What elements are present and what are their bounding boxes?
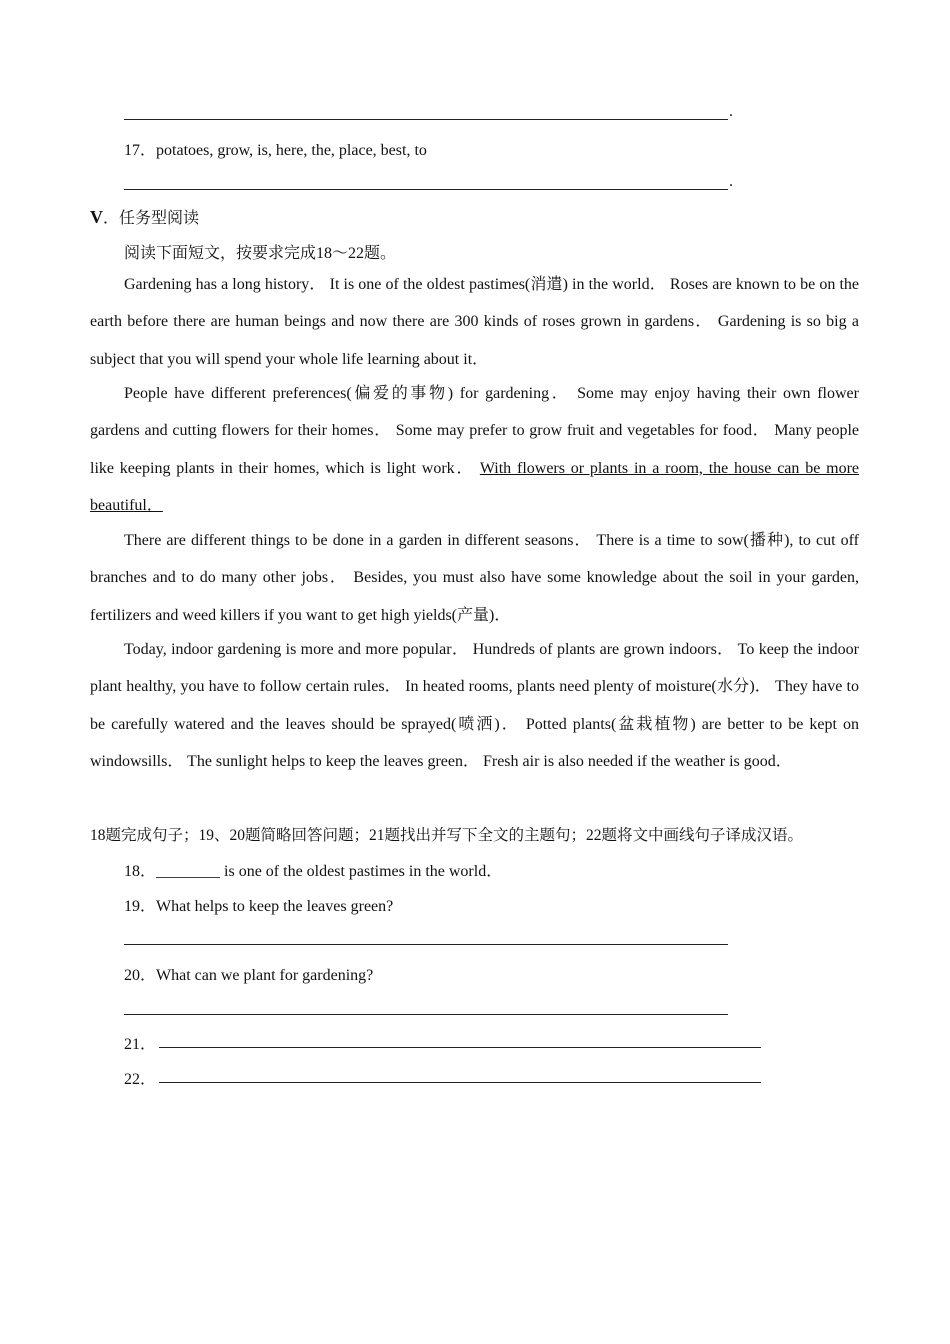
answer-line-16[interactable] [124,119,728,120]
passage-paragraph-2-text: People have different preferences(偏爱的事物) for gardening． Some may enjoy having their own flower gardens and cutting flowers for their homes． Some may prefer to grow fruit and vegetables for food． Many people like keeping plants in their homes, which is light work． [90,385,859,477]
answer-line-17[interactable] [124,189,728,190]
question-17-words: potatoes, grow, is, here, the, place, best, to [156,142,427,159]
question-19-number: 19． [124,898,157,915]
question-18-text: ________ is one of the oldest pastimes in the world． [156,863,503,880]
question-19 [124,893,393,916]
answer-line-21[interactable] [159,1047,761,1048]
section-roman-numeral: V [90,207,103,227]
question-22-number: 22． [124,1071,157,1088]
question-20-text: What can we plant for gardening? [156,967,374,984]
question-18 [124,858,502,881]
section-heading [90,205,199,228]
question-18-number: 18． [124,863,157,880]
question-20-number: 20． [124,967,157,984]
answer-line-16-end: . [729,103,733,120]
underlined-sentence: With flowers or plants in a room, the house can be more beautiful． [90,459,859,515]
passage-paragraph-3: There are different things to be done in a garden in different seasons． There is a time to sow(播种), to cut off branches and to do many other jobs． Besides, you must also have some knowledge about the soil in your garden, fertilizers and weed killers if you want to get high yields(产量)． [90,532,859,624]
section-title: ．任务型阅读 [103,210,200,227]
answer-line-22[interactable] [159,1082,761,1083]
answer-line-20[interactable] [124,1014,728,1015]
question-19-text: What helps to keep the leaves green? [156,898,394,915]
passage-paragraph-2 [90,375,859,525]
answer-line-17-end: . [729,173,733,190]
question-21-number: 21． [124,1036,157,1053]
task-instruction: 18题完成句子；19、20题简略回答问题；21题找出并写下全文的主题句；22题将文中画线句子译成汉语。 [90,827,804,844]
answer-line-19[interactable] [124,944,728,945]
passage-paragraph-4: Today, indoor gardening is more and more popular． Hundreds of plants are grown indoors． To keep the indoor plant healthy, you have to follow certain rules． In heated rooms, plants need plenty of moisture(水分)． They have to be carefully watered and the leaves should be sprayed(喷洒)． Potted plants(盆栽植物) are better to be kept on windowsills． The sunlight helps to keep the leaves green． Fresh air is also needed if the weather is good． [90,641,859,771]
question-20 [124,962,373,985]
passage-paragraph-1: Gardening has a long history． It is one of the oldest pastimes(消遣) in the world． Roses are known to be on the earth before there are human beings and now there are 300 kinds of roses grown in gardens． Gardening is so big a subject that you will spend your whole life learning about it． [90,276,859,368]
question-17 [124,137,427,160]
question-17-number: 17． [124,142,157,159]
reading-instruction: 阅读下面短文，按要求完成18～22题。 [124,245,397,262]
